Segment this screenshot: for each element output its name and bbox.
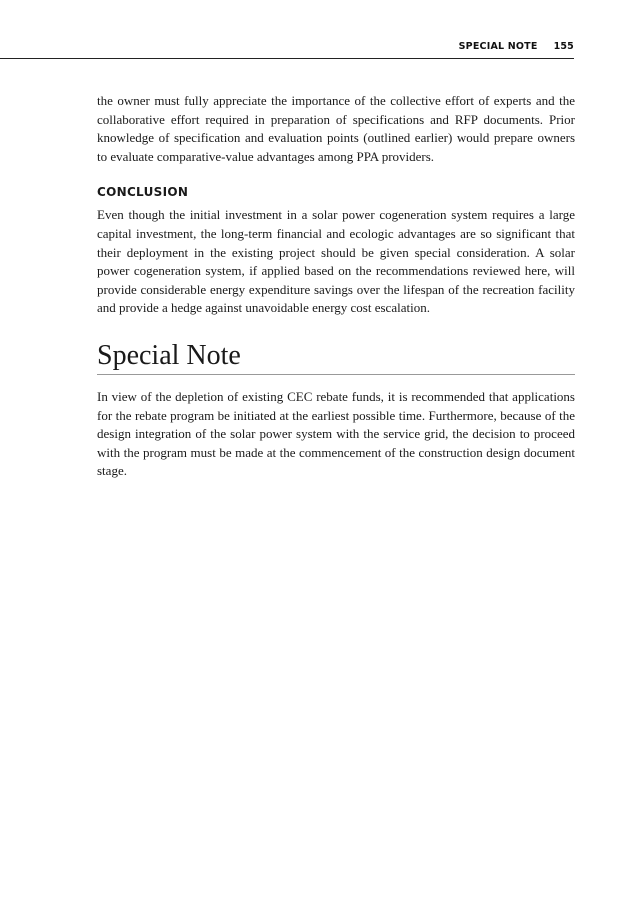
header-rule: [0, 58, 574, 59]
conclusion-heading: CONCLUSION: [97, 185, 189, 200]
special-note-heading: Special Note: [97, 339, 241, 371]
running-head: [459, 41, 574, 52]
section-rule: [97, 374, 575, 375]
running-head-section: SPECIAL NOTE: [458, 41, 538, 52]
conclusion-paragraph: Even though the initial investment in a solar power cogeneration system requires a large capital investment, the long-term financial and ecologic advantages are so significant that their deployment in the existing project should be given special consideration. A solar power cogeneration system, if applied based on the recommendations reviewed here, will provide considerable energy expenditure savings over the lifespan of the recreation facility and provide a hedge against unavoidable energy cost escalation.: [97, 207, 575, 316]
intro-paragraph: the owner must fully appreciate the importance of the collective effort of experts and the collaborative effort required in preparation of specifications and RFP documents. Prior knowledge of specification and evaluation points (outlined earlier) would prepare owners to evaluate comparative-value advantages among PPA providers.: [97, 93, 575, 164]
page-number: 155: [553, 41, 574, 52]
special-note-paragraph: In view of the depletion of existing CEC rebate funds, it is recommended that applications for the rebate program be initiated at the earliest possible time. Furthermore, because of the design integration of the solar power system with the service grid, the decision to proceed with the program must be made at the commencement of the construction design document stage.: [97, 388, 575, 479]
page-content: [97, 92, 575, 481]
